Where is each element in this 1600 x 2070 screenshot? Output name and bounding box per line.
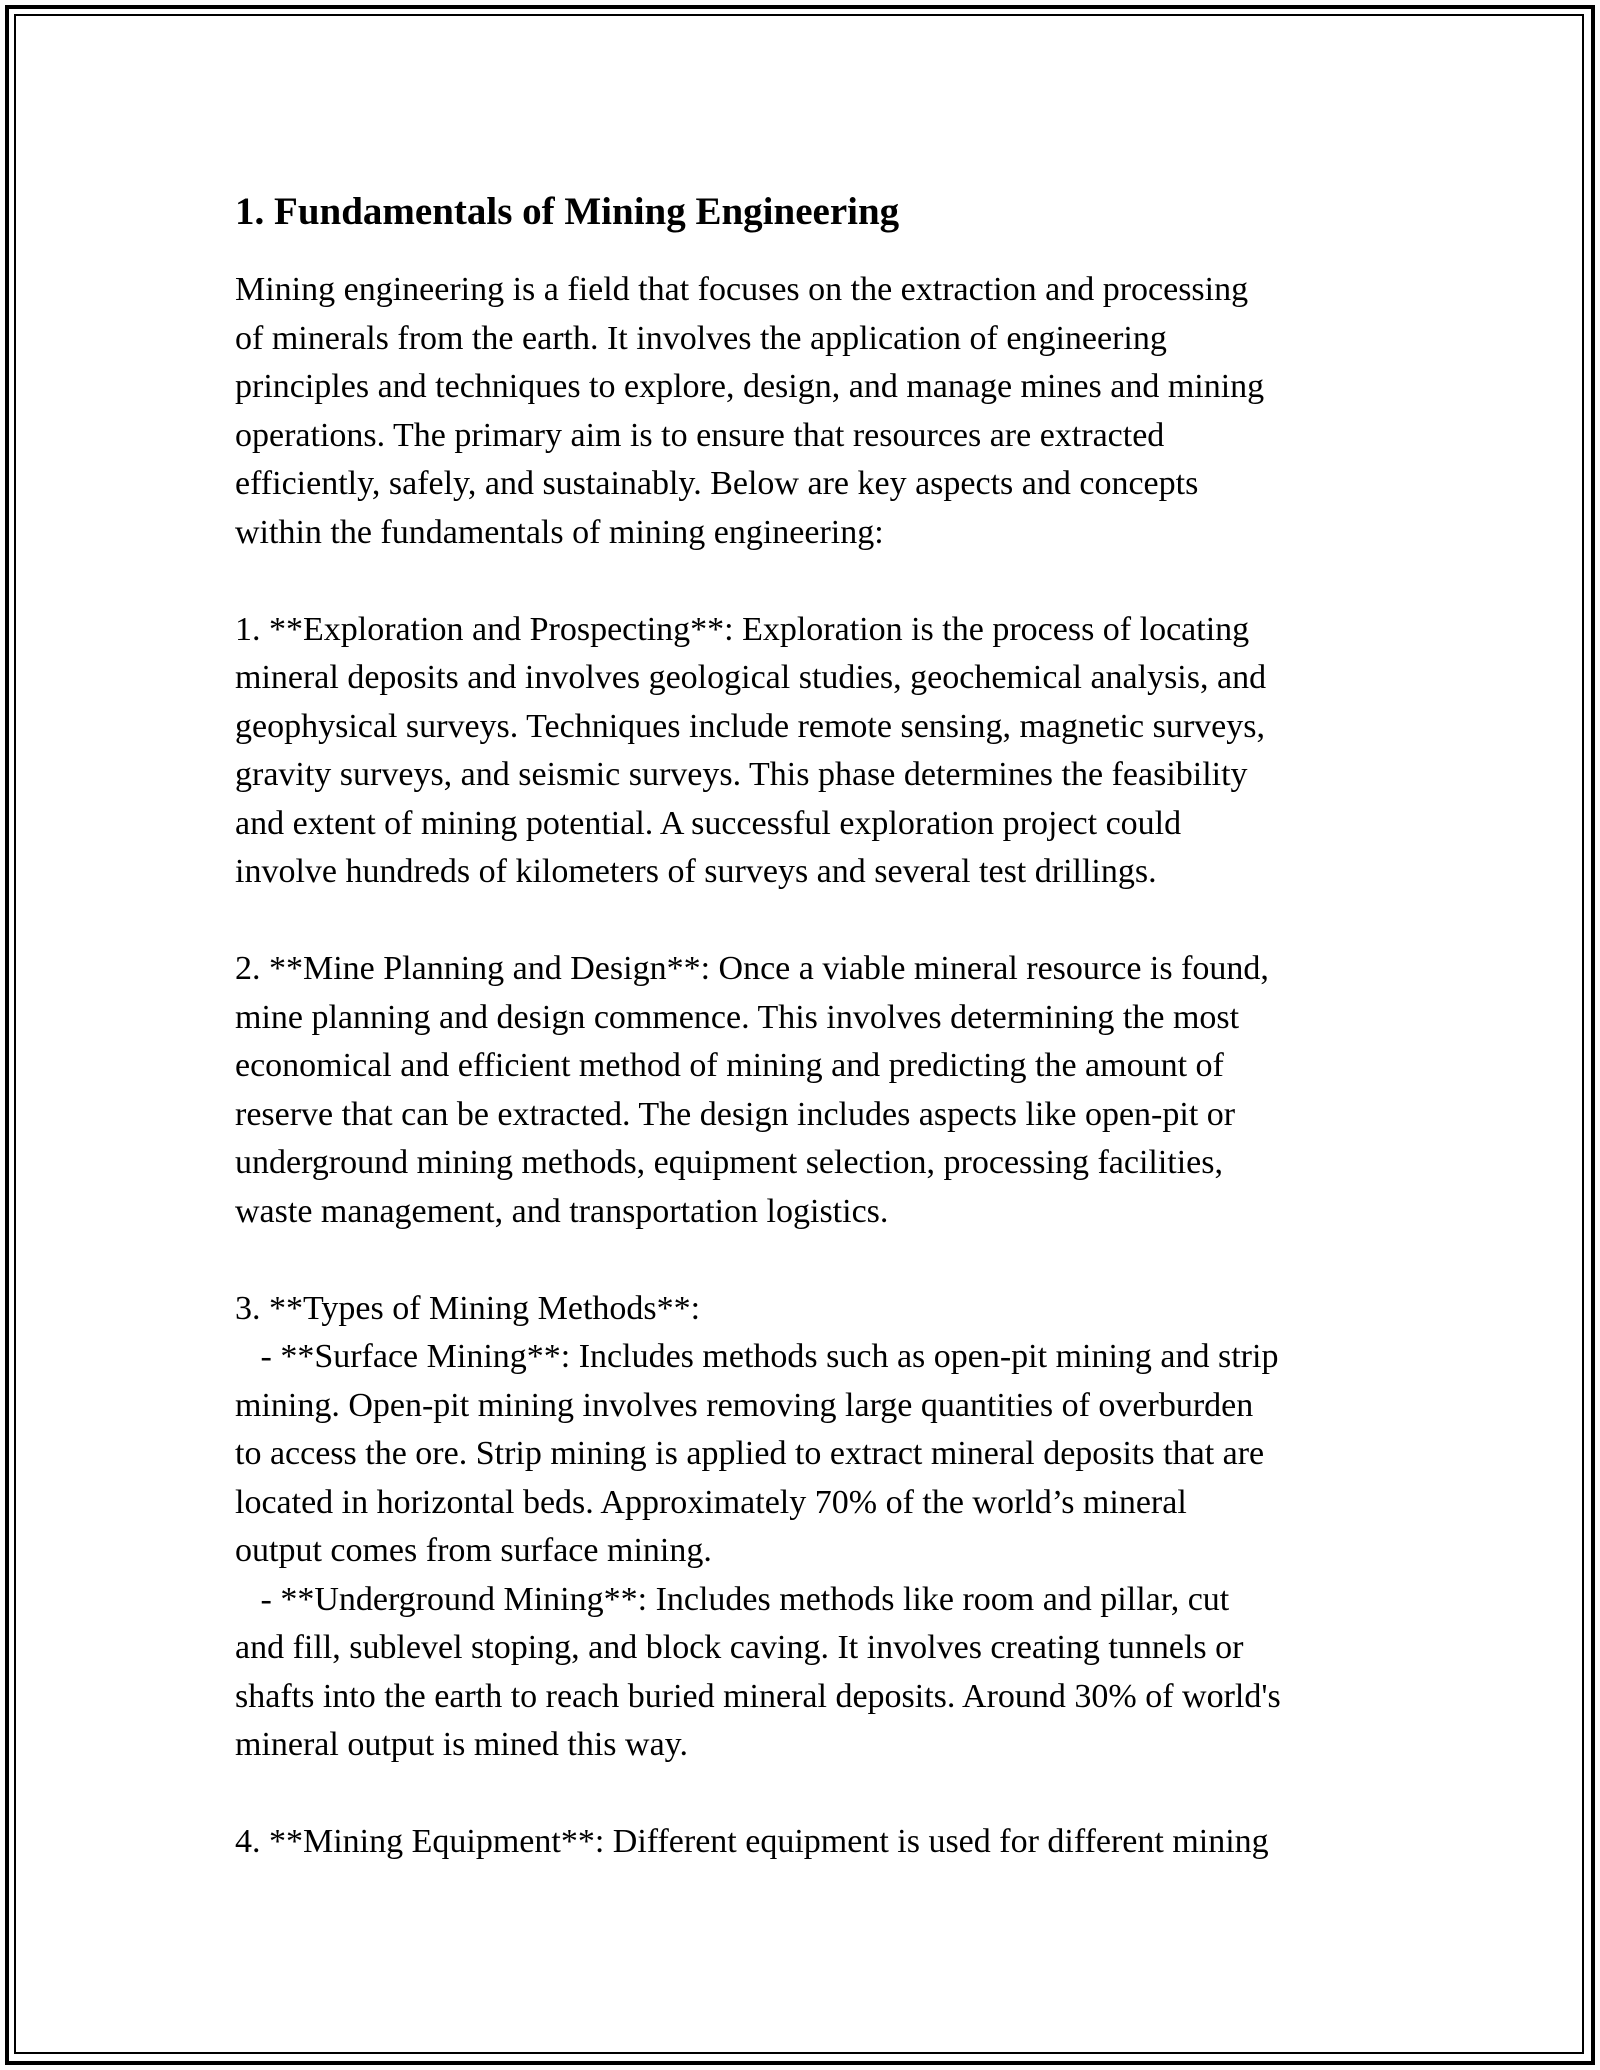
text-line: economical and efficient method of mining and predicting the amount of [235,1047,1224,1084]
text-line: located in horizontal beds. Approximately 70% of the world’s mineral [235,1483,1187,1521]
text-line: mineral deposits and involves geological studies, geochemical analysis, and [235,659,1267,696]
text-line: waste management, and transportation logistics. [235,1192,889,1230]
text-line: mine planning and design commence. This involves determining the most [235,998,1240,1036]
text-line: gravity surveys, and seismic surveys. This phase determines the feasibility [235,756,1248,793]
text-line: of minerals from the earth. It involves the application of engineering [235,319,1167,357]
text-line: reserve that can be extracted. The design includes aspects like open-pit or [235,1095,1236,1133]
text-line: within the fundamentals of mining engineering: [235,513,884,551]
paragraph-gap [235,557,1365,606]
paragraph-gap [235,1770,1365,1819]
text-line: Mining engineering is a field that focuses on the extraction and processing [235,271,1249,308]
text-line: operations. The primary aim is to ensure that resources are extracted [235,416,1165,454]
intro-paragraph [235,266,1365,1867]
document-page [235,186,1365,1867]
text-line: - **Surface Mining**: Includes methods such as open-pit mining and strip [235,1338,1279,1375]
text-line: efficiently, safely, and sustainably. Below are key aspects and concepts [235,465,1199,502]
text-line: shafts into the earth to reach buried mineral deposits. Around 30% of world's [235,1677,1281,1715]
section-heading: 1. Fundamentals of Mining Engineering [235,190,900,233]
text-line: mining. Open-pit mining involves removing large quantities of overburden [235,1386,1254,1424]
text-line: output comes from surface mining. [235,1532,712,1569]
text-line: 3. **Types of Mining Methods**: [235,1289,701,1327]
text-line: mineral output is mined this way. [235,1726,688,1763]
text-line: 1. **Exploration and Prospecting**: Exploration is the process of locating [235,610,1250,648]
text-line: and fill, sublevel stoping, and block caving. It involves creating tunnels or [235,1629,1244,1666]
paragraph-gap [235,1236,1365,1285]
text-line: principles and techniques to explore, design, and manage mines and mining [235,368,1265,405]
text-line: 2. **Mine Planning and Design**: Once a viable mineral resource is found, [235,950,1269,987]
text-line: - **Underground Mining**: Includes methods like room and pillar, cut [235,1580,1230,1618]
text-line: and extent of mining potential. A successful exploration project could [235,804,1182,842]
text-line: geophysical surveys. Techniques include remote sensing, magnetic surveys, [235,707,1265,745]
text-line: to access the ore. Strip mining is applied to extract mineral deposits that are [235,1435,1265,1472]
text-line: involve hundreds of kilometers of surveys and several test drillings. [235,853,1157,890]
text-line: underground mining methods, equipment selection, processing facilities, [235,1144,1224,1181]
paragraph-gap [235,897,1365,946]
text-line: 4. **Mining Equipment**: Different equipment is used for different mining [235,1823,1269,1860]
